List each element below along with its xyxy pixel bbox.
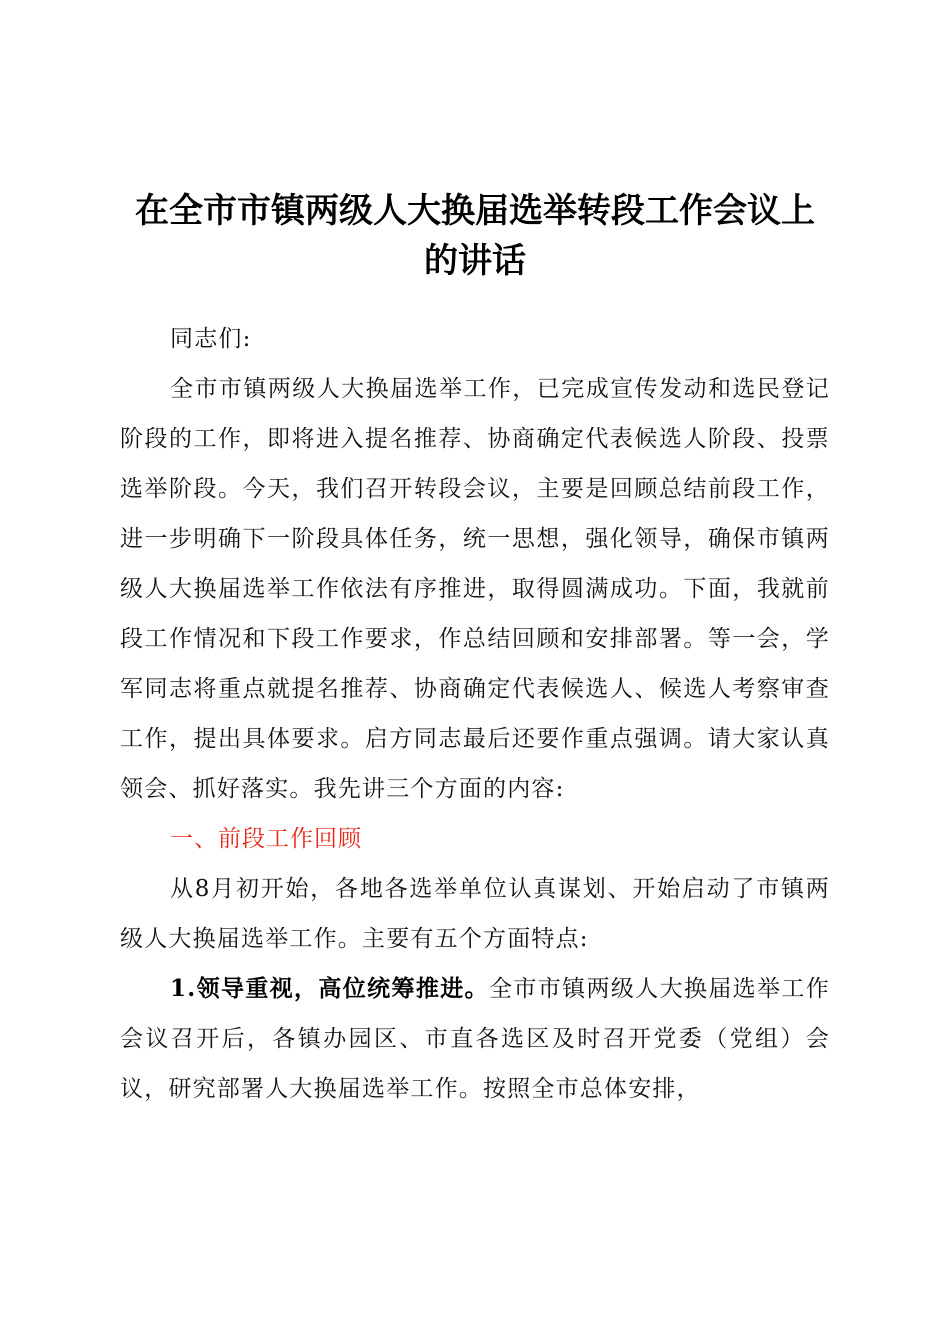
document-title — [120, 186, 830, 286]
title-line-2: 的讲话 — [424, 241, 526, 281]
document-body — [120, 314, 830, 1114]
point-1-text: 全市市镇两级人大换届选举工作会议召开后，各镇办园区、市直各选区及时召开党委（党组）会议，研究部署人大换届选举工作。按照全市总体安排， — [120, 976, 830, 1102]
title-line-1: 在全市市镇两级人大换届选举转段工作会议上 — [135, 191, 815, 231]
section-heading-1: 一、前段工作回顾 — [170, 826, 362, 852]
point-1-lead: 1.领导重视，高位统筹推进。 — [170, 975, 489, 1002]
point-1-paragraph — [120, 964, 830, 1114]
salutation: 同志们: — [170, 326, 252, 352]
intro-paragraph: 全市市镇两级人大换届选举工作，已完成宣传发动和选民登记阶段的工作，即将进入提名推荐、协商确定代表候选人阶段、投票选举阶段。今天，我们召开转段会议，主要是回顾总结前段工作，进一步明确下一阶段具体任务，统一思想，强化领导，确保市镇两级人大换届选举工作依法有序推进，取得圆满成功。下面，我就前段工作情况和下段工作要求，作总结回顾和安排部署。等一会，学军同志将重点就提名推荐、协商确定代表候选人、候选人考察审查工作，提出具体要求。启方同志最后还要作重点强调。请大家认真领会、抓好落实。我先讲三个方面的内容: — [120, 376, 830, 802]
section-1-paragraph: 从8月初开始，各地各选举单位认真谋划、开始启动了市镇两级人大换届选举工作。主要有五个方面特点: — [120, 876, 830, 952]
